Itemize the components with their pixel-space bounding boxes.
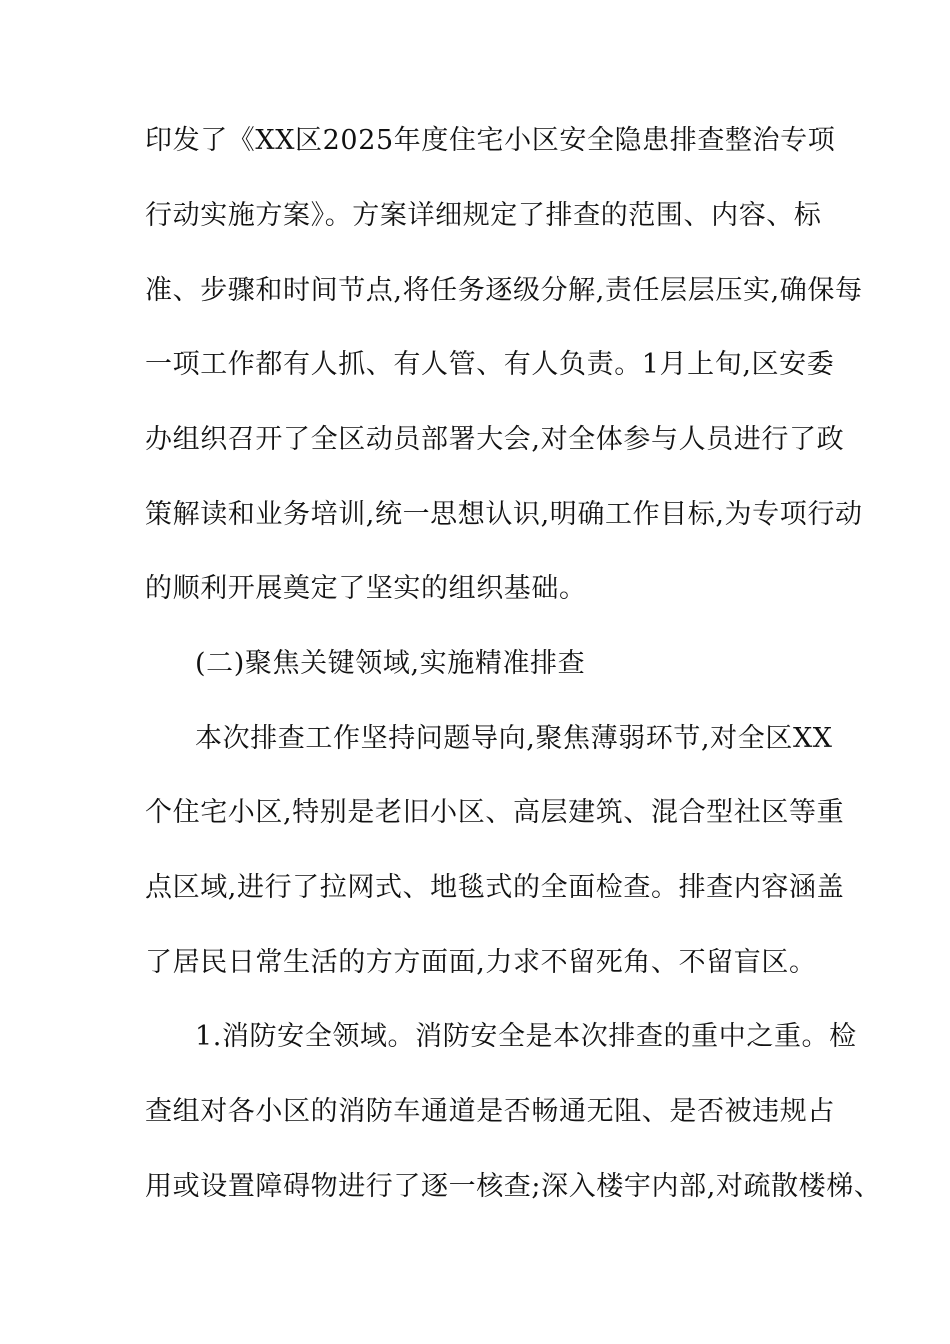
paragraph-line: 准、步骤和时间节点,将任务逐级分解,责任层层压实,确保每 xyxy=(145,275,863,306)
paragraph-line: 的顺利开展奠定了坚实的组织基础。 xyxy=(145,573,587,604)
section-heading: (二)聚焦关键领域,实施精准排查 xyxy=(195,648,586,679)
paragraph-line: 策解读和业务培训,统一思想认识,明确工作目标,为专项行动 xyxy=(145,499,863,530)
paragraph-line: 用或设置障碍物进行了逐一核查;深入楼宇内部,对疏散楼梯、 xyxy=(145,1171,882,1202)
paragraph-line: 查组对各小区的消防车通道是否畅通无阻、是否被违规占 xyxy=(145,1096,835,1127)
paragraph-line: 办组织召开了全区动员部署大会,对全体参与人员进行了政 xyxy=(145,424,845,455)
paragraph-line: 行动实施方案》。方案详细规定了排查的范围、内容、标 xyxy=(145,200,822,231)
paragraph-line: 1.消防安全领域。消防安全是本次排查的重中之重。检 xyxy=(195,1021,857,1052)
paragraph-line: 个住宅小区,特别是老旧小区、高层建筑、混合型社区等重 xyxy=(145,797,845,828)
paragraph-line: 了居民日常生活的方方面面,力求不留死角、不留盲区。 xyxy=(145,947,817,978)
paragraph-line: 本次排查工作坚持问题导向,聚焦薄弱环节,对全区XX xyxy=(195,723,833,754)
paragraph-line: 一项工作都有人抓、有人管、有人负责。1月上旬,区安委 xyxy=(145,349,835,380)
paragraph-line: 点区域,进行了拉网式、地毯式的全面检查。排查内容涵盖 xyxy=(145,872,845,903)
paragraph-line: 印发了《XX区2025年度住宅小区安全隐患排查整治专项 xyxy=(145,125,836,156)
